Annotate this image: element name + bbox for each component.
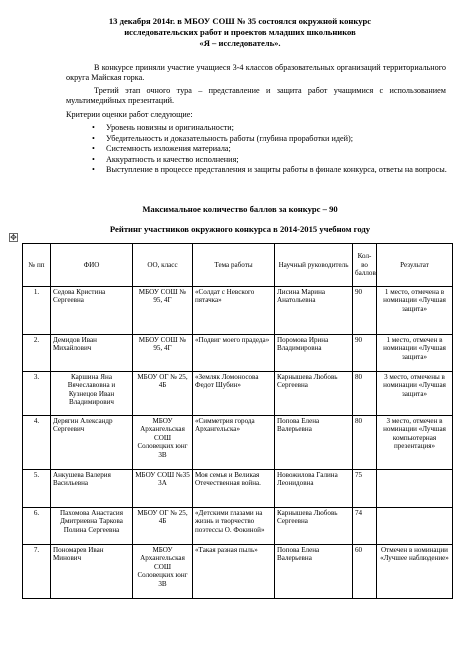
cell-score: 90: [353, 335, 377, 372]
cell-result: [377, 508, 453, 545]
rating-table: [22, 243, 453, 599]
cell-school: МБОУ СОШ № 95, 4Г: [133, 335, 193, 372]
header-name: ФИО: [51, 244, 133, 287]
table-row: [23, 287, 453, 335]
cell-topic: «Солдат с Невского пятачка»: [193, 287, 275, 335]
cell-supervisor: Лисина Марина Анатольевна: [275, 287, 353, 335]
cell-num: 3.: [23, 372, 51, 416]
table-row: [23, 545, 453, 599]
cell-name: Седова Кристина Сергеевна: [51, 287, 133, 335]
criteria-item: • Выступление в процессе представления и защиты работы в финале конкурса, ответы на вопросы.: [92, 165, 447, 175]
bullet-icon: •: [92, 133, 95, 143]
cell-topic: «Симметрия города Архангельска»: [193, 416, 275, 470]
cell-score: 60: [353, 545, 377, 599]
cell-result: 3 место, отмечен в номинации «Лучшая компьютерная презентация»: [377, 416, 453, 470]
cell-result: [377, 470, 453, 508]
cell-name: Анкушева Валерия Васильевна: [51, 470, 133, 508]
cell-num: 1.: [23, 287, 51, 335]
cell-result: 3 место, отмечены в номинации «Лучшая защита»: [377, 372, 453, 416]
table-move-handle-icon[interactable]: ✥: [10, 233, 17, 242]
cell-supervisor: Поромова Ирина Владимировна: [275, 335, 353, 372]
cell-score: 80: [353, 372, 377, 416]
cell-score: 80: [353, 416, 377, 470]
header-supervisor: Научный руководитель: [275, 244, 353, 287]
criteria-intro: Критерии оценки работ следующие:: [66, 110, 193, 119]
header-num: № пп: [23, 244, 51, 287]
cell-school: МБОУ СОШ №35 3А: [133, 470, 193, 508]
cell-score: 75: [353, 470, 377, 508]
bullet-icon: •: [92, 123, 95, 132]
heading-line-3: «Я – исследователь».: [199, 38, 281, 48]
header-score: Кол-во баллов: [353, 244, 377, 287]
heading-line-1: 13 декабря 2014г. в МБОУ СОШ № 35 состоялся окружной конкурс: [108, 16, 372, 26]
cell-topic: Моя семья и Великая Отечественная война.: [193, 470, 275, 508]
cell-topic: «Такая разная пыль»: [193, 545, 275, 599]
cell-name: Демидов Иван Михайлович: [51, 335, 133, 372]
intro-paragraph-1: В конкурсе приняли участие учащиеся 3-4 классов образовательных организаций территориального округа Майская горка.: [66, 63, 446, 83]
cell-score: 90: [353, 287, 377, 335]
cell-school: МБОУ ОГ № 25, 4Б: [133, 372, 193, 416]
table-title: Рейтинг участников окружного конкурса в 2014-2015 учебном году: [109, 224, 371, 234]
document-heading: [40, 16, 440, 49]
cell-school: МБОУ Архангельская СОШ Соловецких юнг 3В: [133, 545, 193, 599]
header-result: Результат: [377, 244, 453, 287]
header-school: ОО, класс: [133, 244, 193, 287]
cell-name: Дерягин Александр Сергеевич: [51, 416, 133, 470]
cell-score: 74: [353, 508, 377, 545]
table-header-row: [23, 244, 453, 287]
criteria-list: [92, 123, 452, 176]
cell-supervisor: Карнышева Любовь Сергеевна: [275, 508, 353, 545]
cell-name: Пономарев Иван Минович: [51, 545, 133, 599]
cell-num: 5.: [23, 470, 51, 508]
table-row: [23, 372, 453, 416]
cell-num: 4.: [23, 416, 51, 470]
cell-topic: «Земляк Ломоносова Федот Шубин»: [193, 372, 275, 416]
cell-school: МБОУ ОГ № 25, 4Б: [133, 508, 193, 545]
header-topic: Тема работы: [193, 244, 275, 287]
bullet-icon: •: [92, 154, 95, 164]
max-score-line: Максимальное количество баллов за конкурс – 90: [142, 204, 338, 214]
cell-supervisor: Новожилова Галина Леонидовна: [275, 470, 353, 508]
cell-supervisor: Карнышева Любовь Сергеевна: [275, 372, 353, 416]
cell-result: 1 место, отмечен в номинации «Лучшая защита»: [377, 335, 453, 372]
cell-topic: «Подвиг моего прадеда»: [193, 335, 275, 372]
cell-result: 1 место, отмечена в номинации «Лучшая защита»: [377, 287, 453, 335]
cell-name: Пахомова Анастасия Дмитриевна Таркова Полина Сергеевна: [51, 508, 133, 545]
criteria-item: • Аккуратность и качество исполнения;: [92, 154, 239, 164]
bullet-icon: •: [92, 144, 95, 154]
cell-supervisor: Попова Елена Валерьевна: [275, 545, 353, 599]
table-row: [23, 416, 453, 470]
intro-paragraph-2: Третий этап очного тура – представление и защита работ учащимися с использованием мультимедийных презентаций.: [66, 86, 446, 106]
cell-supervisor: Попова Елена Валерьевна: [275, 416, 353, 470]
table-row: [23, 508, 453, 545]
criteria-item: • Системность изложения материала;: [92, 144, 231, 154]
cell-result: Отмечен в номинации «Лучшее наблюдение»: [377, 545, 453, 599]
bullet-icon: •: [92, 165, 95, 175]
cell-num: 7.: [23, 545, 51, 599]
cell-num: 2.: [23, 335, 51, 372]
cell-school: МБОУ СОШ № 95, 4Г: [133, 287, 193, 335]
criteria-item: • Убедительность и доказательность работы (глубина проработки идей);: [92, 133, 354, 143]
cell-name: Каршина Яна Вячеславовна и Кузнецов Иван Владимирович: [51, 372, 133, 416]
heading-line-2: исследовательских работ и проектов младших школьников: [124, 27, 356, 37]
table-row: [23, 470, 453, 508]
cell-school: МБОУ Архангельская СОШ Соловецких юнг 3В: [133, 416, 193, 470]
cell-topic: «Детскими глазами на жизнь и творчество поэтессы О. Фокиной»: [193, 508, 275, 545]
cell-num: 6.: [23, 508, 51, 545]
criteria-item: • Уровень новизны и оригинальности;: [92, 123, 234, 132]
table-row: [23, 335, 453, 372]
